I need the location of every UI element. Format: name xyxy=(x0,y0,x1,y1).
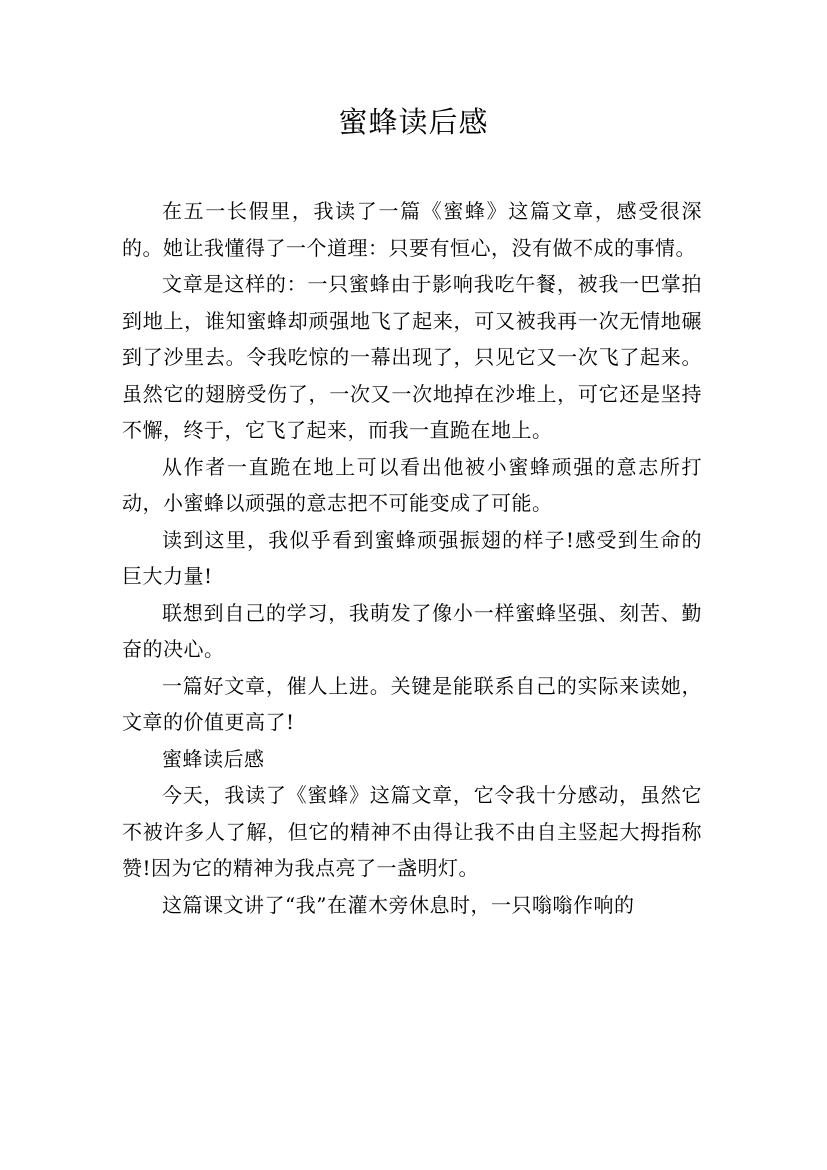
section-subtitle: 蜜蜂读后感 xyxy=(162,746,265,771)
paragraph-8: 这篇课文讲了“我”在灌木旁休息时，一只嗡嗡作响的 xyxy=(162,892,635,917)
paragraph-1: 在五一长假里，我读了一篇《蜜蜂》这篇文章，感受很深的。她让我懂得了一个道理：只要有恒心，没有做不成的事情。 xyxy=(122,199,702,260)
document-body xyxy=(122,193,702,923)
paragraph-3: 从作者一直跪在地上可以看出他被小蜜蜂顽强的意志所打动，小蜜蜂以顽强的意志把不可能变成了可能。 xyxy=(122,454,702,515)
paragraph-5: 联想到自己的学习，我萌发了像小一样蜜蜂坚强、刻苦、勤奋的决心。 xyxy=(122,600,702,661)
document-title: 蜜蜂读后感 xyxy=(338,105,489,139)
paragraph-4: 读到这里，我似乎看到蜜蜂顽强振翅的样子!感受到生命的巨大力量! xyxy=(122,527,702,588)
paragraph-7: 今天，我读了《蜜蜂》这篇文章，它令我十分感动，虽然它不被许多人了解，但它的精神不由得让我不由自主竖起大拇指称赞!因为它的精神为我点亮了一盏明灯。 xyxy=(122,783,702,880)
paragraph-6: 一篇好文章，催人上进。关键是能联系自己的实际来读她，文章的价值更高了! xyxy=(122,673,702,734)
paragraph-2: 文章是这样的：一只蜜蜂由于影响我吃午餐，被我一巴掌拍到地上，谁知蜜蜂却顽强地飞了起来，可又被我再一次无情地碾到了沙里去。令我吃惊的一幕出现了，只见它又一次飞了起来。虽然它的翅膀受伤了，一次又一次地掉在沙堆上，可它还是坚持不懈，终于，它飞了起来，而我一直跪在地上。 xyxy=(122,272,702,442)
